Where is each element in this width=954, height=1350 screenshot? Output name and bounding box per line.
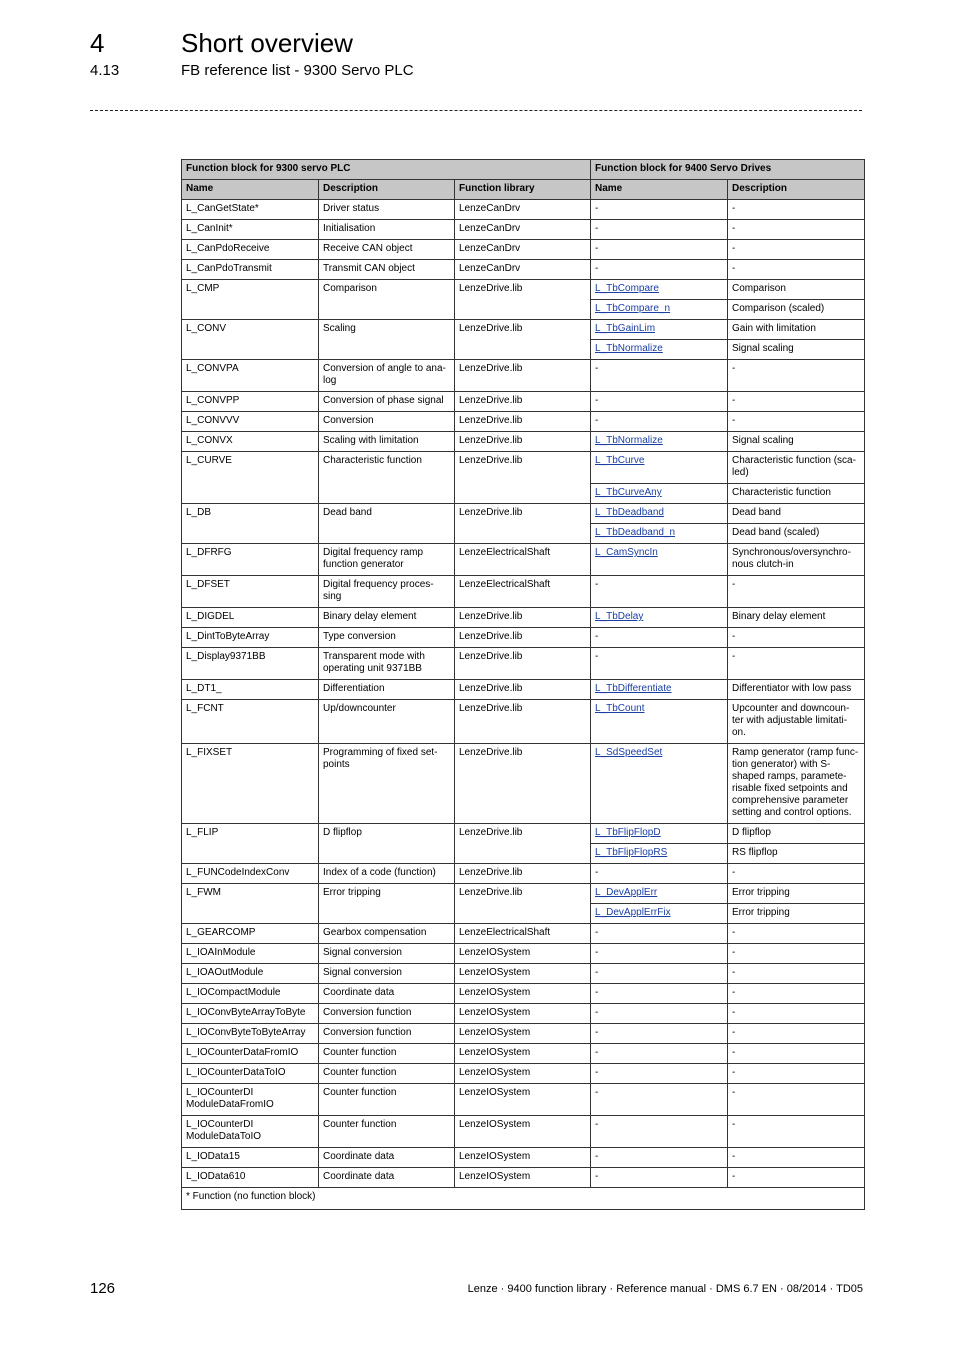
fb-description-cell: Conversion function [319,1004,455,1024]
footer-text: Lenze · 9400 function library · Reference manual · DMS 6.7 EN · 08/2014 · TD05 [467,1283,863,1295]
fb-library-cell: LenzeIOSystem [455,1024,591,1044]
column-header-library: Function library [455,180,591,200]
fb-9400-link[interactable]: L_TbCurve [595,455,645,466]
fb-9400-name-cell: - [591,1064,728,1084]
fb-9400-link[interactable]: L_TbCompare [595,283,659,294]
fb-9400-name-cell [591,504,728,524]
fb-9400-description-cell: - [728,1148,865,1168]
fb-9400-name-cell [591,700,728,744]
fb-description-cell: Conversion function [319,1024,455,1044]
table-row [182,392,865,412]
fb-9400-name-cell: - [591,1004,728,1024]
fb-description-cell: Transmit CAN object [319,260,455,280]
fb-name-cell: L_CONV [182,320,319,360]
group-header-9400: Function block for 9400 Servo Drives [591,160,865,180]
fb-name-cell: L_IOCounterDataFromIO [182,1044,319,1064]
fb-9400-description-cell: - [728,964,865,984]
section-number: 4.13 [90,62,120,79]
fb-name-cell: L_IOAInModule [182,944,319,964]
fb-9400-description-cell: - [728,1084,865,1116]
fb-9400-description-cell: - [728,1024,865,1044]
fb-library-cell: LenzeIOSystem [455,1084,591,1116]
column-header-description-9400: Description [728,180,865,200]
fb-name-cell: L_IOCompactModule [182,984,319,1004]
group-header-9300: Function block for 9300 servo PLC [182,160,591,180]
fb-9400-name-cell: - [591,984,728,1004]
fb-9400-description-cell: - [728,628,865,648]
fb-library-cell: LenzeIOSystem [455,984,591,1004]
fb-9400-description-cell: - [728,984,865,1004]
fb-description-cell: Digital frequency ramp function generator [319,544,455,576]
fb-9400-description-cell: Signal scaling [728,340,865,360]
table-row [182,608,865,628]
fb-9400-description-cell: Dead band (scaled) [728,524,865,544]
fb-description-cell: Characteristic function [319,452,455,504]
fb-9400-link[interactable]: L_TbCurveAny [595,487,662,498]
fb-description-cell: Error tripping [319,884,455,924]
fb-9400-name-cell: - [591,1084,728,1116]
table-row [182,320,865,340]
fb-9400-link[interactable]: L_DevApplErrFix [595,907,671,918]
fb-9400-name-cell [591,432,728,452]
table-row [182,628,865,648]
fb-library-cell: LenzeElectricalShaft [455,924,591,944]
table-row [182,1044,865,1064]
fb-9400-description-cell: Upcounter and downcoun-ter with adjustable limitati-on. [728,700,865,744]
fb-9400-link[interactable]: L_CamSyncIn [595,547,658,558]
fb-library-cell: LenzeIOSystem [455,1148,591,1168]
fb-library-cell: LenzeDrive.lib [455,884,591,924]
fb-library-cell: LenzeCanDrv [455,200,591,220]
table-row [182,824,865,844]
fb-description-cell: Differentiation [319,680,455,700]
table-row [182,744,865,824]
fb-name-cell: L_GEARCOMP [182,924,319,944]
fb-description-cell: Coordinate data [319,1148,455,1168]
fb-9400-name-cell: - [591,576,728,608]
fb-name-cell: L_IOAOutModule [182,964,319,984]
fb-9400-name-cell: - [591,944,728,964]
fb-9400-name-cell: - [591,240,728,260]
fb-9400-name-cell [591,320,728,340]
fb-library-cell: LenzeDrive.lib [455,452,591,504]
fb-library-cell: LenzeDrive.lib [455,360,591,392]
fb-library-cell: LenzeDrive.lib [455,412,591,432]
fb-name-cell: L_CONVVV [182,412,319,432]
fb-name-cell: L_CMP [182,280,319,320]
fb-library-cell: LenzeDrive.lib [455,504,591,544]
table-row [182,432,865,452]
fb-9400-description-cell: Dead band [728,504,865,524]
fb-description-cell: Counter function [319,1064,455,1084]
fb-name-cell: L_FUNCodeIndexConv [182,864,319,884]
fb-name-cell: L_CONVX [182,432,319,452]
table-row [182,200,865,220]
chapter-title: Short overview [181,28,353,58]
fb-name-cell: L_IOData610 [182,1168,319,1188]
column-header-description: Description [319,180,455,200]
table-row [182,360,865,392]
table-row [182,544,865,576]
fb-9400-name-cell [591,340,728,360]
fb-9400-name-cell [591,452,728,484]
fb-9400-name-cell [591,844,728,864]
table-row [182,504,865,524]
fb-name-cell: L_FCNT [182,700,319,744]
fb-9400-name-cell [591,904,728,924]
fb-name-cell: L_CONVPP [182,392,319,412]
fb-name-cell: L_DIGDEL [182,608,319,628]
fb-9400-name-cell: - [591,924,728,944]
fb-name-cell: L_IOCounterDI ModuleDataFromIO [182,1084,319,1116]
table-row [182,924,865,944]
fb-description-cell: Counter function [319,1044,455,1064]
table-row [182,220,865,240]
fb-name-cell: L_CanPdoTransmit [182,260,319,280]
table-row [182,452,865,484]
table-row [182,240,865,260]
column-header-name-9400: Name [591,180,728,200]
fb-9400-description-cell: D flipflop [728,824,865,844]
fb-9400-name-cell: - [591,260,728,280]
fb-9400-description-cell: Error tripping [728,904,865,924]
table-row [182,864,865,884]
fb-9400-description-cell: RS flipflop [728,844,865,864]
fb-9400-name-cell [591,744,728,824]
table-row [182,884,865,904]
fb-9400-name-cell [591,300,728,320]
fb-library-cell: LenzeDrive.lib [455,608,591,628]
table-row [182,576,865,608]
table-row [182,1168,865,1188]
fb-9400-name-cell [591,884,728,904]
fb-library-cell: LenzeCanDrv [455,260,591,280]
fb-9400-name-cell: - [591,412,728,432]
fb-library-cell: LenzeDrive.lib [455,648,591,680]
table-row [182,680,865,700]
fb-description-cell: Comparison [319,280,455,320]
fb-9400-description-cell: Ramp generator (ramp func-tion generator) with S-shaped ramps, paramete-risable fixed setpoints and comprehensive parameter setting and control options. [728,744,865,824]
table-row [182,700,865,744]
fb-name-cell: L_IOCounterDataToIO [182,1064,319,1084]
fb-description-cell: Index of a code (function) [319,864,455,884]
table-row [182,1064,865,1084]
fb-9400-link[interactable]: L_TbDelay [595,611,644,622]
fb-library-cell: LenzeDrive.lib [455,824,591,864]
fb-9400-link[interactable]: L_TbDeadband_n [595,527,676,538]
fb-description-cell: Scaling [319,320,455,360]
fb-9400-description-cell: - [728,648,865,680]
section-title: FB reference list - 9300 Servo PLC [181,62,414,79]
fb-9400-name-cell: - [591,1024,728,1044]
fb-library-cell: LenzeDrive.lib [455,864,591,884]
table-row [182,280,865,300]
fb-name-cell: L_IOCounterDI ModuleDataToIO [182,1116,319,1148]
fb-name-cell: L_CanInit* [182,220,319,240]
fb-9400-description-cell: - [728,1116,865,1148]
fb-library-cell: LenzeIOSystem [455,1116,591,1148]
fb-description-cell: Scaling with limitation [319,432,455,452]
fb-description-cell: Digital frequency proces-sing [319,576,455,608]
fb-9400-name-cell: - [591,864,728,884]
fb-9400-description-cell: Signal scaling [728,432,865,452]
fb-9400-description-cell: - [728,1168,865,1188]
fb-9400-name-cell [591,608,728,628]
fb-library-cell: LenzeDrive.lib [455,392,591,412]
fb-9400-link[interactable]: L_TbCount [595,703,645,714]
fb-description-cell: Coordinate data [319,984,455,1004]
fb-9400-link[interactable]: L_TbDeadband [595,507,664,518]
fb-9400-description-cell: Binary delay element [728,608,865,628]
column-header-name: Name [182,180,319,200]
fb-9400-description-cell: - [728,864,865,884]
fb-9400-name-cell: - [591,964,728,984]
table-footnote: * Function (no function block) [182,1188,865,1210]
fb-description-cell: Counter function [319,1116,455,1148]
fb-9400-description-cell: - [728,412,865,432]
table-row [182,1116,865,1148]
chapter-number: 4 [90,28,105,58]
fb-library-cell: LenzeIOSystem [455,964,591,984]
fb-9400-name-cell [591,484,728,504]
fb-9400-name-cell [591,680,728,700]
fb-9400-name-cell: - [591,1116,728,1148]
fb-name-cell: L_CanGetState* [182,200,319,220]
fb-reference-table [181,159,865,1210]
fb-library-cell: LenzeIOSystem [455,1064,591,1084]
fb-description-cell: Initialisation [319,220,455,240]
fb-9400-name-cell: - [591,1044,728,1064]
fb-description-cell: D flipflop [319,824,455,864]
fb-description-cell: Programming of fixed set-points [319,744,455,824]
table-row [182,964,865,984]
fb-9400-link[interactable]: L_TbNormalize [595,435,663,446]
fb-9400-link[interactable]: L_TbGainLim [595,323,656,334]
page-number: 126 [90,1280,116,1297]
fb-9400-description-cell: - [728,1004,865,1024]
table-row [182,984,865,1004]
fb-library-cell: LenzeDrive.lib [455,280,591,320]
fb-9400-name-cell: - [591,648,728,680]
fb-library-cell: LenzeElectricalShaft [455,544,591,576]
table-body [182,200,865,1188]
fb-9400-name-cell [591,280,728,300]
fb-9400-description-cell: Characteristic function (sca-led) [728,452,865,484]
fb-name-cell: L_DB [182,504,319,544]
fb-9400-link[interactable]: L_TbFlipFlopRS [595,847,668,858]
fb-library-cell: LenzeDrive.lib [455,744,591,824]
fb-description-cell: Signal conversion [319,944,455,964]
fb-name-cell: L_DT1_ [182,680,319,700]
fb-9400-description-cell: - [728,200,865,220]
fb-9400-description-cell: Comparison [728,280,865,300]
fb-9400-description-cell: - [728,260,865,280]
fb-description-cell: Conversion of phase signal [319,392,455,412]
fb-9400-description-cell: - [728,220,865,240]
fb-9400-name-cell: - [591,200,728,220]
fb-library-cell: LenzeDrive.lib [455,700,591,744]
fb-description-cell: Counter function [319,1084,455,1116]
fb-description-cell: Transparent mode with operating unit 9371BB [319,648,455,680]
fb-9400-link[interactable]: L_TbNormalize [595,343,663,354]
fb-description-cell: Binary delay element [319,608,455,628]
fb-name-cell: L_FIXSET [182,744,319,824]
fb-9400-description-cell: - [728,576,865,608]
fb-name-cell: L_CURVE [182,452,319,504]
table-row [182,648,865,680]
fb-9400-link[interactable]: L_TbFlipFlopD [595,827,661,838]
fb-9400-link[interactable]: L_DevApplErr [595,887,658,898]
fb-9400-name-cell: - [591,392,728,412]
fb-name-cell: L_FWM [182,884,319,924]
fb-description-cell: Conversion of angle to ana-log [319,360,455,392]
fb-name-cell: L_IOConvByteToByteArray [182,1024,319,1044]
fb-name-cell: L_CanPdoReceive [182,240,319,260]
fb-9400-description-cell: Gain with limitation [728,320,865,340]
fb-name-cell: L_CONVPA [182,360,319,392]
fb-9400-name-cell [591,544,728,576]
fb-description-cell: Gearbox compensation [319,924,455,944]
fb-9400-name-cell [591,824,728,844]
fb-9400-description-cell: - [728,240,865,260]
fb-name-cell: L_DFRFG [182,544,319,576]
fb-library-cell: LenzeIOSystem [455,1044,591,1064]
fb-9400-link[interactable]: L_TbDifferentiate [595,683,672,694]
fb-9400-description-cell: - [728,1044,865,1064]
fb-library-cell: LenzeCanDrv [455,220,591,240]
fb-library-cell: LenzeDrive.lib [455,320,591,360]
fb-name-cell: L_DintToByteArray [182,628,319,648]
fb-name-cell: L_FLIP [182,824,319,864]
fb-description-cell: Dead band [319,504,455,544]
fb-library-cell: LenzeDrive.lib [455,628,591,648]
fb-9400-name-cell: - [591,1148,728,1168]
fb-9400-name-cell: - [591,628,728,648]
fb-library-cell: LenzeIOSystem [455,1168,591,1188]
fb-name-cell: L_IOConvByteArrayToByte [182,1004,319,1024]
fb-9400-description-cell: Comparison (scaled) [728,300,865,320]
fb-library-cell: LenzeIOSystem [455,1004,591,1024]
fb-9400-description-cell: Synchronous/oversynchro-nous clutch-in [728,544,865,576]
fb-name-cell: L_IOData15 [182,1148,319,1168]
fb-description-cell: Driver status [319,200,455,220]
table-row [182,260,865,280]
fb-name-cell: L_DFSET [182,576,319,608]
fb-description-cell: Conversion [319,412,455,432]
table-row [182,944,865,964]
fb-9400-description-cell: - [728,944,865,964]
fb-9400-name-cell: - [591,1168,728,1188]
fb-9400-name-cell: - [591,360,728,392]
table-row [182,412,865,432]
fb-9400-description-cell: Differentiator with low pass [728,680,865,700]
fb-9400-description-cell: Error tripping [728,884,865,904]
fb-9400-name-cell [591,524,728,544]
fb-9400-link[interactable]: L_TbCompare_n [595,303,671,314]
table-row [182,1148,865,1168]
header-divider [90,110,862,111]
fb-library-cell: LenzeDrive.lib [455,680,591,700]
table-row [182,1004,865,1024]
table-row [182,1084,865,1116]
fb-9400-description-cell: Characteristic function [728,484,865,504]
fb-library-cell: LenzeDrive.lib [455,432,591,452]
fb-9400-description-cell: - [728,1064,865,1084]
table-row [182,1024,865,1044]
fb-library-cell: LenzeCanDrv [455,240,591,260]
fb-9400-name-cell: - [591,220,728,240]
fb-library-cell: LenzeElectricalShaft [455,576,591,608]
fb-library-cell: LenzeIOSystem [455,944,591,964]
fb-name-cell: L_Display9371BB [182,648,319,680]
fb-9400-link[interactable]: L_SdSpeedSet [595,747,663,758]
fb-description-cell: Type conversion [319,628,455,648]
fb-description-cell: Receive CAN object [319,240,455,260]
fb-description-cell: Coordinate data [319,1168,455,1188]
fb-9400-description-cell: - [728,924,865,944]
fb-description-cell: Signal conversion [319,964,455,984]
fb-9400-description-cell: - [728,360,865,392]
fb-9400-description-cell: - [728,392,865,412]
fb-description-cell: Up/downcounter [319,700,455,744]
